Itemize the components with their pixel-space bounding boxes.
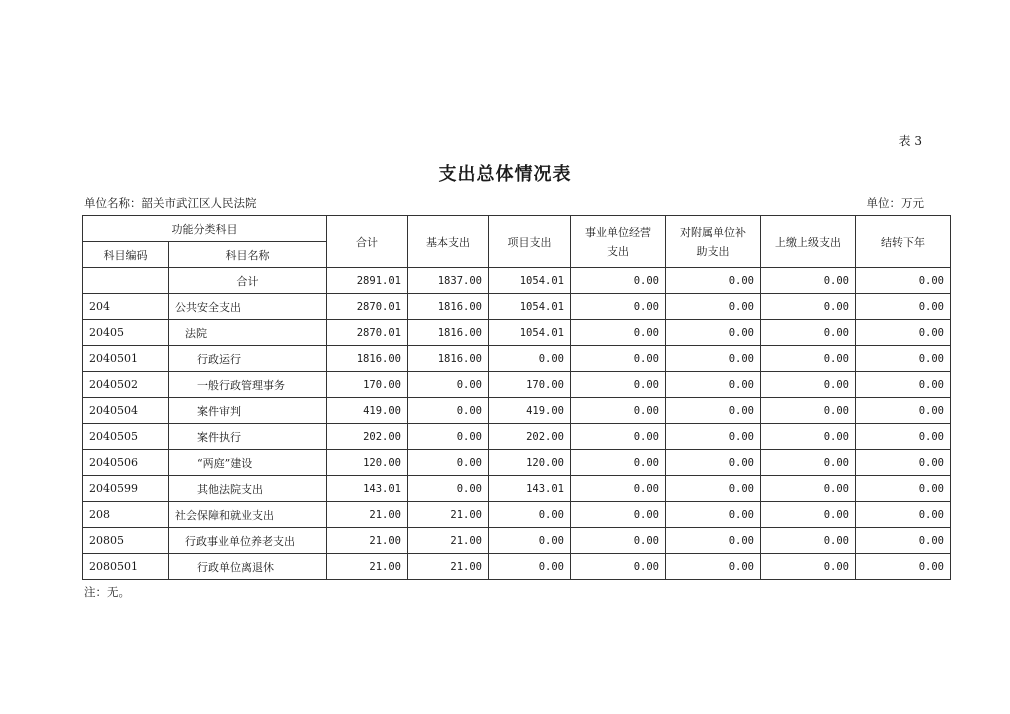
row-carry: 0.00 [856,528,951,554]
row-project: 0.00 [489,528,571,554]
row-upper: 0.00 [761,476,856,502]
row-upper: 0.00 [761,528,856,554]
row-name: 法院 [169,320,327,346]
row-carry: 0.00 [856,268,951,294]
table-row [83,476,951,502]
row-business: 0.00 [571,320,666,346]
row-project: 170.00 [489,372,571,398]
row-basic: 0.00 [408,398,489,424]
row-basic: 0.00 [408,450,489,476]
row-carry: 0.00 [856,346,951,372]
row-name: 社会保障和就业支出 [169,502,327,528]
table-row [83,398,951,424]
row-basic: 21.00 [408,528,489,554]
row-project: 1054.01 [489,268,571,294]
row-basic: 1816.00 [408,320,489,346]
row-upper: 0.00 [761,372,856,398]
table-note: 注：无。 [84,585,130,599]
row-name: 其他法院支出 [169,476,327,502]
row-total: 21.00 [327,528,408,554]
row-total: 21.00 [327,554,408,580]
row-upper: 0.00 [761,268,856,294]
row-upper: 0.00 [761,346,856,372]
row-name: 案件执行 [169,424,327,450]
table-row [83,372,951,398]
row-business: 0.00 [571,294,666,320]
header-subsidy: 对附属单位补助支出 [666,216,761,268]
header-function-category: 功能分类科目 [83,216,327,242]
header-total: 合计 [327,216,408,268]
row-project: 120.00 [489,450,571,476]
row-project: 143.01 [489,476,571,502]
row-code: 20405 [83,320,169,346]
table-number: 表 3 [898,134,922,148]
row-subsidy: 0.00 [666,476,761,502]
row-subsidy: 0.00 [666,320,761,346]
table-row [83,268,951,294]
row-subsidy: 0.00 [666,554,761,580]
row-name: 公共安全支出 [169,294,327,320]
table-row [83,450,951,476]
row-business: 0.00 [571,476,666,502]
row-name: “两庭”建设 [169,450,327,476]
row-total: 202.00 [327,424,408,450]
row-code: 2040506 [83,450,169,476]
row-project: 0.00 [489,502,571,528]
row-total: 419.00 [327,398,408,424]
row-business: 0.00 [571,554,666,580]
row-upper: 0.00 [761,502,856,528]
header-upper: 上缴上级支出 [761,216,856,268]
row-upper: 0.00 [761,398,856,424]
row-total: 2870.01 [327,294,408,320]
row-project: 0.00 [489,554,571,580]
row-subsidy: 0.00 [666,502,761,528]
row-subsidy: 0.00 [666,398,761,424]
row-total: 170.00 [327,372,408,398]
row-business: 0.00 [571,346,666,372]
table-row [83,294,951,320]
row-business: 0.00 [571,528,666,554]
expenditure-table [82,215,951,580]
row-code [83,268,169,294]
row-name: 合计 [169,268,327,294]
row-basic: 0.00 [408,424,489,450]
row-carry: 0.00 [856,294,951,320]
row-carry: 0.00 [856,398,951,424]
row-code: 2040505 [83,424,169,450]
row-subsidy: 0.00 [666,268,761,294]
row-name: 案件审判 [169,398,327,424]
row-business: 0.00 [571,424,666,450]
header-code: 科目编码 [83,242,169,268]
row-business: 0.00 [571,372,666,398]
row-upper: 0.00 [761,450,856,476]
page-title: 支出总体情况表 [438,164,572,185]
row-code: 2080501 [83,554,169,580]
row-code: 2040599 [83,476,169,502]
row-subsidy: 0.00 [666,424,761,450]
row-basic: 1816.00 [408,294,489,320]
row-carry: 0.00 [856,424,951,450]
row-carry: 0.00 [856,476,951,502]
header-name: 科目名称 [169,242,327,268]
row-total: 120.00 [327,450,408,476]
table-row [83,528,951,554]
table-row [83,554,951,580]
row-code: 2040502 [83,372,169,398]
row-basic: 1816.00 [408,346,489,372]
currency-unit-label: 单位：万元 [866,196,924,210]
row-code: 204 [83,294,169,320]
row-carry: 0.00 [856,320,951,346]
header-business: 事业单位经营支出 [571,216,666,268]
table-row [83,424,951,450]
row-subsidy: 0.00 [666,346,761,372]
row-carry: 0.00 [856,554,951,580]
table-row [83,320,951,346]
row-basic: 0.00 [408,372,489,398]
row-basic: 0.00 [408,476,489,502]
row-name: 行政事业单位养老支出 [169,528,327,554]
row-carry: 0.00 [856,502,951,528]
row-subsidy: 0.00 [666,450,761,476]
header-carry: 结转下年 [856,216,951,268]
unit-name-label: 单位名称：韶关市武江区人民法院 [84,196,257,210]
row-project: 1054.01 [489,320,571,346]
row-code: 2040504 [83,398,169,424]
row-name: 一般行政管理事务 [169,372,327,398]
row-carry: 0.00 [856,372,951,398]
table-row [83,346,951,372]
row-upper: 0.00 [761,294,856,320]
row-project: 419.00 [489,398,571,424]
row-carry: 0.00 [856,450,951,476]
row-subsidy: 0.00 [666,294,761,320]
row-business: 0.00 [571,398,666,424]
row-upper: 0.00 [761,424,856,450]
row-total: 21.00 [327,502,408,528]
row-total: 1816.00 [327,346,408,372]
table-row [83,502,951,528]
row-subsidy: 0.00 [666,528,761,554]
row-business: 0.00 [571,268,666,294]
row-basic: 21.00 [408,502,489,528]
row-business: 0.00 [571,450,666,476]
row-basic: 1837.00 [408,268,489,294]
row-upper: 0.00 [761,554,856,580]
header-project: 项目支出 [489,216,571,268]
row-name: 行政运行 [169,346,327,372]
row-code: 208 [83,502,169,528]
row-code: 2040501 [83,346,169,372]
row-business: 0.00 [571,502,666,528]
row-total: 2870.01 [327,320,408,346]
row-basic: 21.00 [408,554,489,580]
row-total: 2891.01 [327,268,408,294]
header-basic: 基本支出 [408,216,489,268]
row-project: 1054.01 [489,294,571,320]
row-project: 0.00 [489,346,571,372]
row-subsidy: 0.00 [666,372,761,398]
row-project: 202.00 [489,424,571,450]
row-total: 143.01 [327,476,408,502]
row-upper: 0.00 [761,320,856,346]
row-name: 行政单位离退休 [169,554,327,580]
row-code: 20805 [83,528,169,554]
